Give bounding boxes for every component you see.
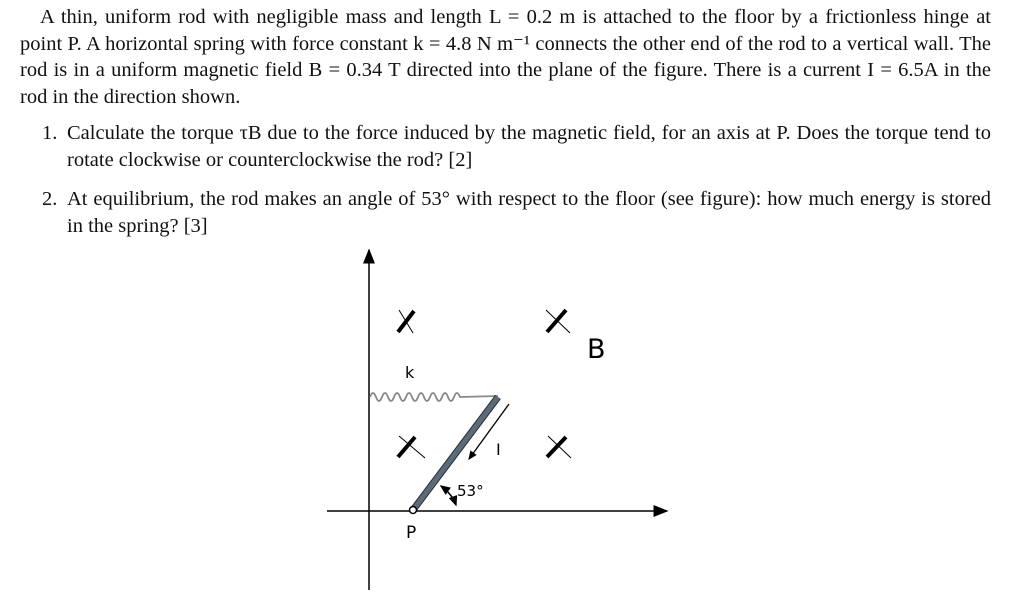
spring-label: k — [405, 363, 415, 382]
field-into-page-marker — [398, 310, 414, 333]
angle-label: 53° — [457, 482, 484, 500]
field-into-page-marker — [546, 310, 570, 333]
angle-arc-arrow — [441, 486, 456, 505]
question-number: 2. — [42, 188, 58, 210]
field-into-page-marker — [547, 436, 571, 458]
rod-fill — [413, 397, 498, 510]
field-label: B — [587, 334, 606, 365]
hinge-icon — [410, 507, 417, 514]
spring — [370, 393, 498, 401]
question-text: At equilibrium, the rod makes an angle of 53° with respect to the floor (see figure): how much energy is stored in the spring? [3] — [67, 188, 991, 237]
intro-text: A thin, uniform rod with negligible mass and length L = 0.2 m is attached to the floor by a frictionless hinge at point P. A horizontal spring with force constant k = 4.8 N m⁻¹ connects the other end of the rod to a vertical wall. The rod is in a uniform magnetic field B = 0.34 T directed into the plane of the figure. There is a current I = 6.5A in the rod in the direction shown. — [20, 6, 991, 109]
question-number: 1. — [42, 122, 58, 144]
current-label: I — [496, 440, 501, 459]
question-text: Calculate the torque τB due to the force induced by the magnetic field, for an axis at P. Does the torque tend to rotate clockwise or counterclockwise the rod? [2] — [67, 122, 991, 171]
field-into-page-marker — [398, 436, 425, 458]
hinge-label: P — [406, 523, 417, 543]
